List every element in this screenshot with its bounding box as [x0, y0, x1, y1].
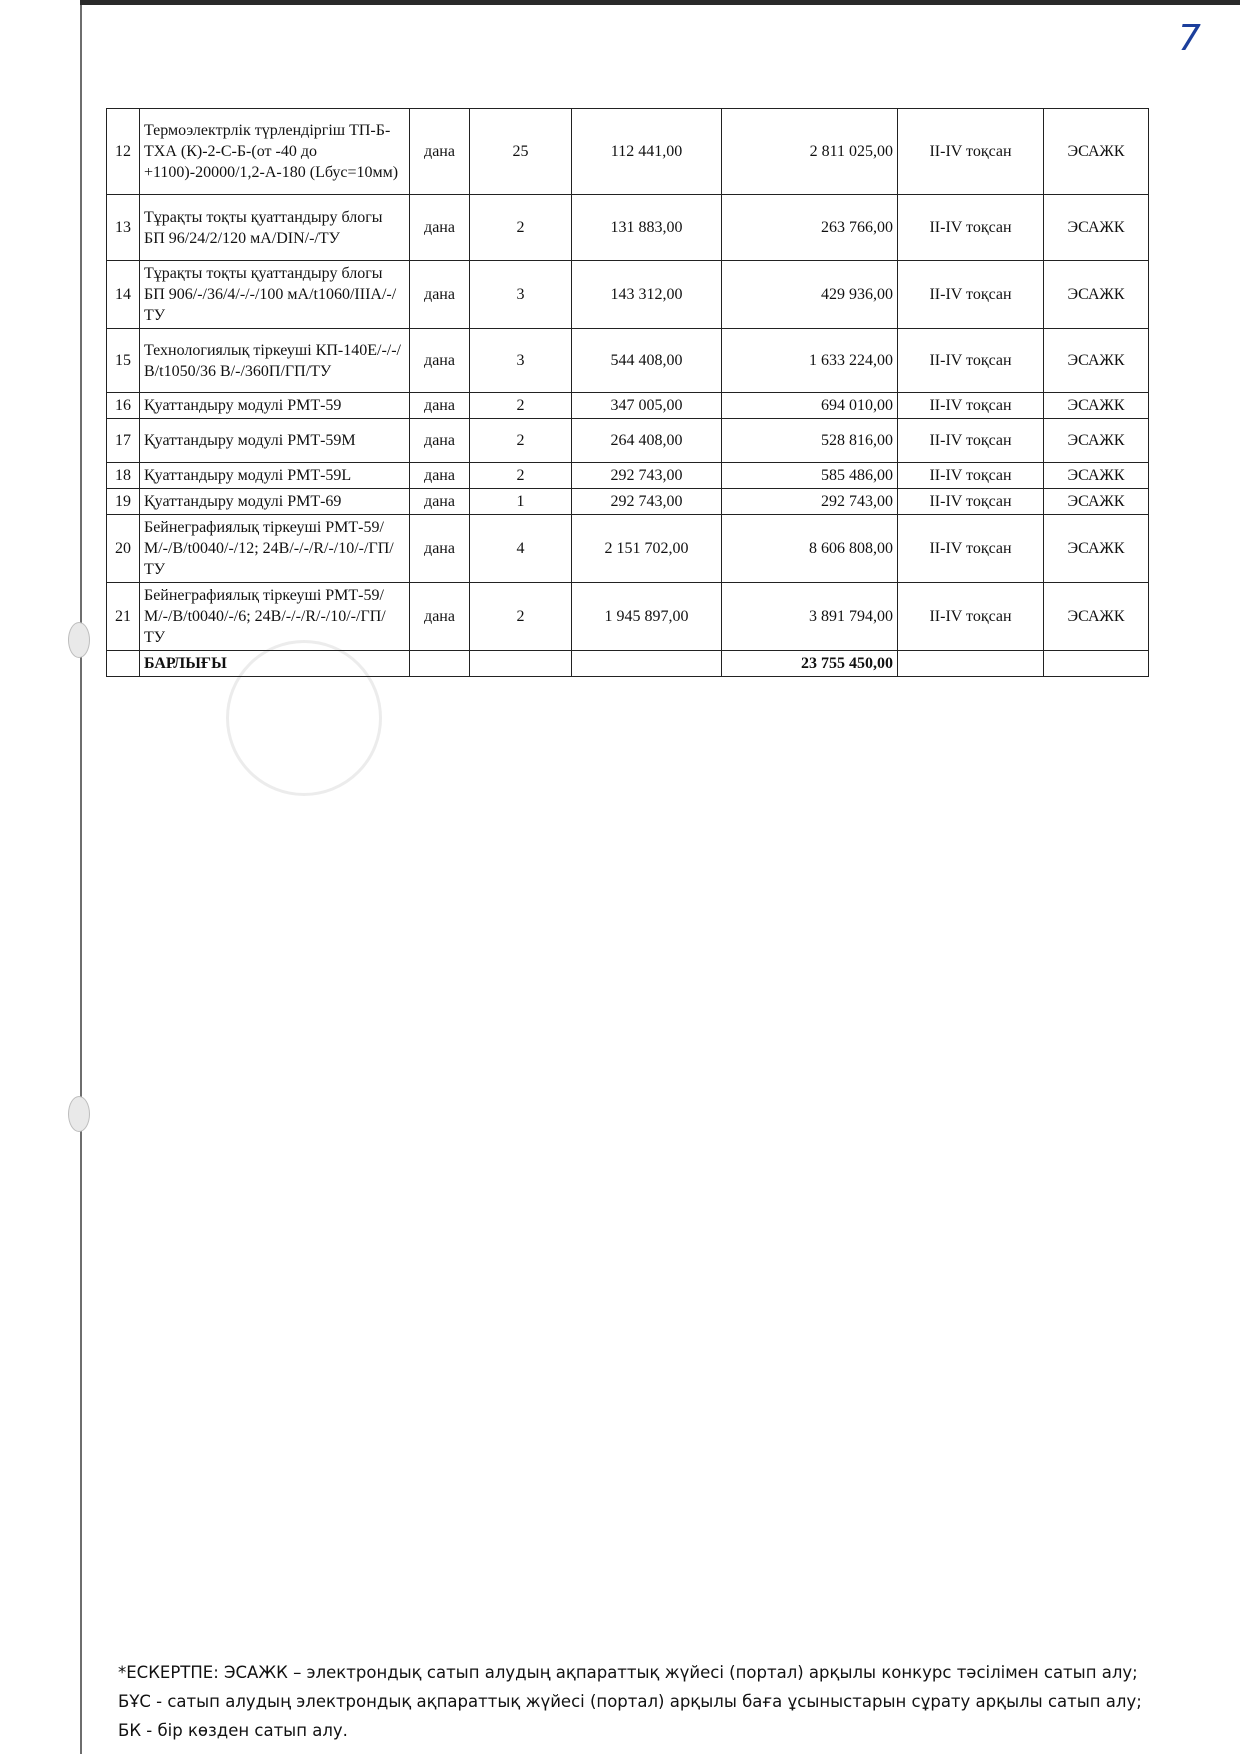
- item-unit: дана: [410, 195, 470, 261]
- item-period: II-IV тоқсан: [898, 515, 1044, 583]
- table-row: [107, 489, 1149, 515]
- item-price: 264 408,00: [572, 419, 722, 463]
- row-number: 12: [107, 109, 140, 195]
- item-price: 347 005,00: [572, 393, 722, 419]
- row-number: 13: [107, 195, 140, 261]
- item-period: II-IV тоқсан: [898, 195, 1044, 261]
- item-unit: дана: [410, 515, 470, 583]
- item-sum: 8 606 808,00: [722, 515, 898, 583]
- footnote-line: *ЕСКЕРТПЕ: ЭСАЖК – электрондық сатып алудың ақпараттық жүйесі (портал) арқылы конкурс тәсілімен сатып алу;: [118, 1663, 1138, 1682]
- item-period: II-IV тоқсан: [898, 109, 1044, 195]
- item-period: II-IV тоқсан: [898, 489, 1044, 515]
- item-quantity: 2: [470, 419, 572, 463]
- punch-hole: [68, 622, 90, 658]
- scan-top-edge: [80, 0, 1240, 5]
- item-method: ЭСАЖК: [1044, 489, 1149, 515]
- item-name: Бейнеграфиялық тіркеуші РМТ-59/М/-/В/t0040/-/6; 24В/-/-/R/-/10/-/ГП/ТУ: [140, 583, 410, 651]
- item-quantity: 1: [470, 489, 572, 515]
- item-sum: 1 633 224,00: [722, 329, 898, 393]
- item-price: 131 883,00: [572, 195, 722, 261]
- item-method: ЭСАЖК: [1044, 261, 1149, 329]
- table-row: [107, 393, 1149, 419]
- table-body: [107, 109, 1149, 651]
- row-number: 15: [107, 329, 140, 393]
- item-period: II-IV тоқсан: [898, 261, 1044, 329]
- item-unit: дана: [410, 489, 470, 515]
- item-price: 292 743,00: [572, 463, 722, 489]
- row-number: 17: [107, 419, 140, 463]
- item-name: Қуаттандыру модулі РМТ-69: [140, 489, 410, 515]
- total-label: БАРЛЫҒЫ: [140, 651, 410, 677]
- item-period: II-IV тоқсан: [898, 583, 1044, 651]
- item-method: ЭСАЖК: [1044, 195, 1149, 261]
- item-name: Тұрақты тоқты қуаттандыру блогы БП 96/24/2/120 мА/DIN/-/ТУ: [140, 195, 410, 261]
- table-row: [107, 195, 1149, 261]
- item-quantity: 2: [470, 583, 572, 651]
- item-name: Термоэлектрлік түрлендіргіш ТП-Б-ТХА (К)-2-С-Б-(от -40 до +1100)-20000/1,2-А-180 (Lбус=10мм): [140, 109, 410, 195]
- item-price: 2 151 702,00: [572, 515, 722, 583]
- item-name: Қуаттандыру модулі РМТ-59L: [140, 463, 410, 489]
- item-sum: 694 010,00: [722, 393, 898, 419]
- footnote-line: БК - бір көзден сатып алу.: [118, 1721, 348, 1740]
- item-sum: 263 766,00: [722, 195, 898, 261]
- footnote-line: БҰС - сатып алудың электрондық ақпараттық жүйесі (портал) арқылы баға ұсыныстарын сұрату арқылы сатып алу;: [118, 1692, 1142, 1711]
- item-quantity: 3: [470, 261, 572, 329]
- item-sum: 429 936,00: [722, 261, 898, 329]
- item-method: ЭСАЖК: [1044, 329, 1149, 393]
- total-row: [107, 651, 1149, 677]
- item-sum: 585 486,00: [722, 463, 898, 489]
- procurement-table: [106, 108, 1149, 677]
- table-row: [107, 583, 1149, 651]
- item-unit: дана: [410, 419, 470, 463]
- item-unit: дана: [410, 463, 470, 489]
- item-method: ЭСАЖК: [1044, 583, 1149, 651]
- item-unit: дана: [410, 261, 470, 329]
- item-unit: дана: [410, 583, 470, 651]
- item-method: ЭСАЖК: [1044, 393, 1149, 419]
- item-quantity: 2: [470, 463, 572, 489]
- item-quantity: 25: [470, 109, 572, 195]
- punch-hole: [68, 1096, 90, 1132]
- table-row: [107, 463, 1149, 489]
- row-number: 20: [107, 515, 140, 583]
- total-sum: 23 755 450,00: [722, 651, 898, 677]
- item-name: Тұрақты тоқты қуаттандыру блогы БП 906/-/36/4/-/-/100 мА/t1060/IIIA/-/ТУ: [140, 261, 410, 329]
- item-period: II-IV тоқсан: [898, 463, 1044, 489]
- row-number: 18: [107, 463, 140, 489]
- item-period: II-IV тоқсан: [898, 419, 1044, 463]
- footnote: [118, 1658, 1228, 1745]
- item-sum: 2 811 025,00: [722, 109, 898, 195]
- item-price: 1 945 897,00: [572, 583, 722, 651]
- handwritten-page-number: 7: [1178, 18, 1201, 59]
- item-unit: дана: [410, 393, 470, 419]
- item-price: 143 312,00: [572, 261, 722, 329]
- item-unit: дана: [410, 329, 470, 393]
- row-number: 14: [107, 261, 140, 329]
- item-price: 544 408,00: [572, 329, 722, 393]
- table-row: [107, 419, 1149, 463]
- row-number: 21: [107, 583, 140, 651]
- item-method: ЭСАЖК: [1044, 463, 1149, 489]
- item-name: Технологиялық тіркеуші КП-140Е/-/-/В/t1050/36 В/-/360П/ГП/ТУ: [140, 329, 410, 393]
- item-method: ЭСАЖК: [1044, 419, 1149, 463]
- item-unit: дана: [410, 109, 470, 195]
- item-method: ЭСАЖК: [1044, 109, 1149, 195]
- item-period: II-IV тоқсан: [898, 329, 1044, 393]
- item-sum: 3 891 794,00: [722, 583, 898, 651]
- table-row: [107, 261, 1149, 329]
- item-quantity: 3: [470, 329, 572, 393]
- row-number: 16: [107, 393, 140, 419]
- item-name: Бейнеграфиялық тіркеуші РМТ-59/М/-/В/t0040/-/12; 24В/-/-/R/-/10/-/ГП/ТУ: [140, 515, 410, 583]
- item-name: Қуаттандыру модулі РМТ-59М: [140, 419, 410, 463]
- table-row: [107, 515, 1149, 583]
- table-row: [107, 329, 1149, 393]
- item-quantity: 2: [470, 393, 572, 419]
- item-period: II-IV тоқсан: [898, 393, 1044, 419]
- item-sum: 292 743,00: [722, 489, 898, 515]
- table-row: [107, 109, 1149, 195]
- item-quantity: 2: [470, 195, 572, 261]
- item-price: 112 441,00: [572, 109, 722, 195]
- item-quantity: 4: [470, 515, 572, 583]
- row-number: 19: [107, 489, 140, 515]
- item-sum: 528 816,00: [722, 419, 898, 463]
- item-name: Қуаттандыру модулі РМТ-59: [140, 393, 410, 419]
- item-method: ЭСАЖК: [1044, 515, 1149, 583]
- scan-margin: [0, 0, 82, 1754]
- item-price: 292 743,00: [572, 489, 722, 515]
